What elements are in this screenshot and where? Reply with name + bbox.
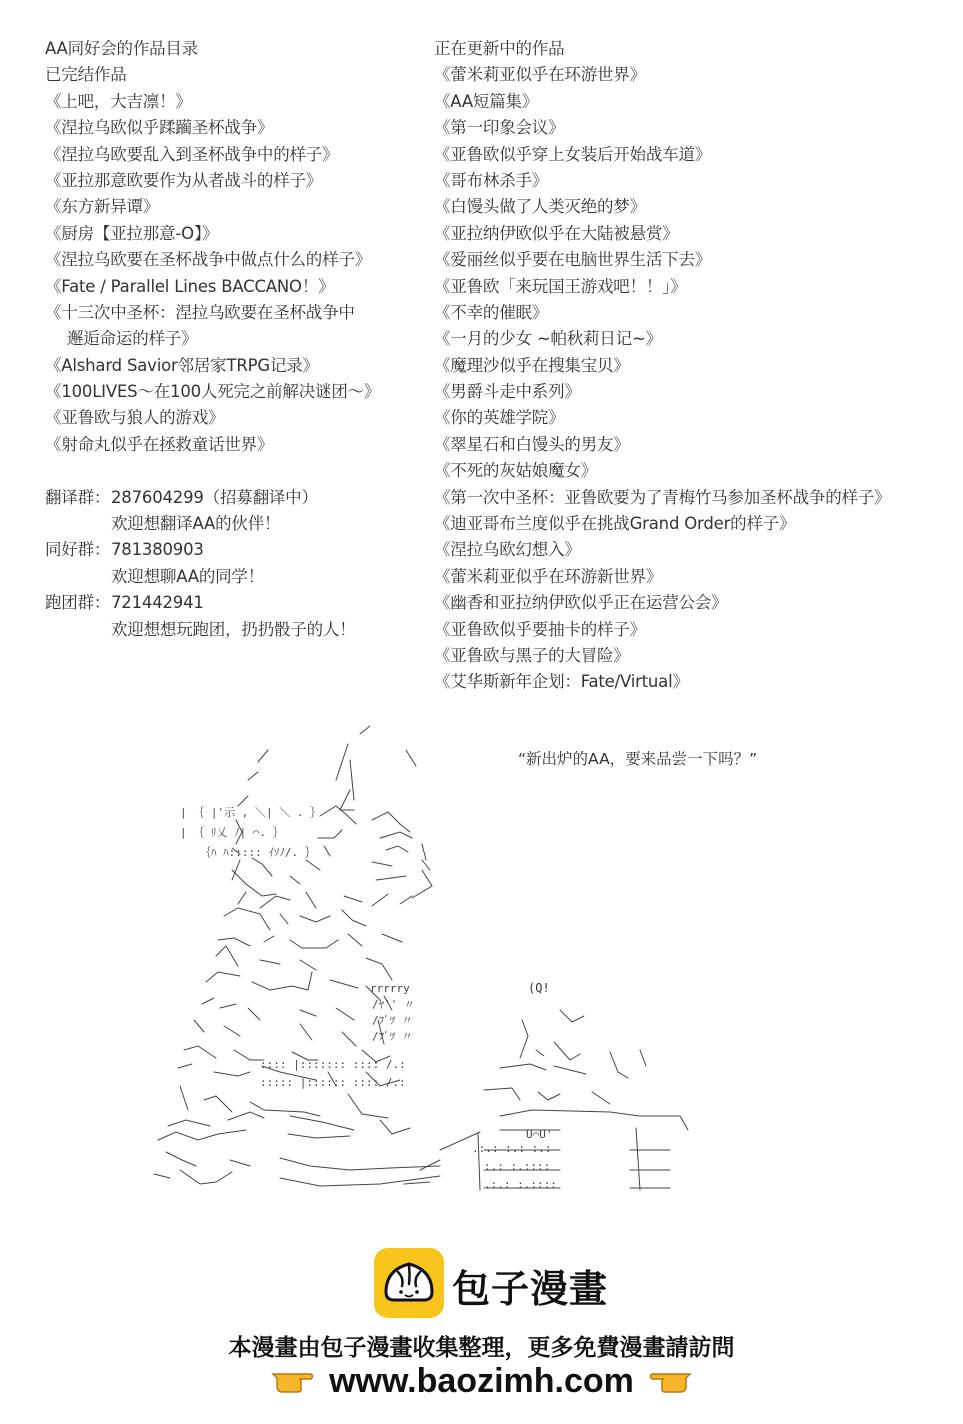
completed-title: 《上吧，大吉凛！》 <box>45 91 192 111</box>
group-fans <box>45 537 445 590</box>
ongoing-title: 《不幸的催眠》 <box>434 302 549 322</box>
ongoing-title: 《哥布林杀手》 <box>434 170 549 190</box>
group-translation <box>45 485 445 538</box>
completed-title: 《射命丸似乎在拯救童话世界》 <box>45 434 274 454</box>
catalog-heading: AA同好会的作品目录 <box>45 39 199 58</box>
ongoing-title: 《亚鲁欧与黑子的大冒险》 <box>434 645 630 665</box>
ongoing-title: 《翠星石和白馒头的男友》 <box>434 434 630 454</box>
svg-text:.:.: :.::::: .:.: :.:::: <box>484 1178 557 1191</box>
ongoing-title: 《爱丽丝似乎要在电脑世界生活下去》 <box>434 250 712 270</box>
group-number: 287604299（招募翻译中） <box>111 487 318 507</box>
ongoing-title: 《第一次中圣杯：亚鲁欧要为了青梅竹马参加圣杯战争的样子》 <box>434 487 891 507</box>
svg-text:| ｛ |'示 , ＼| ＼ . ｝: | ｛ |'示 , ＼| ＼ . ｝ <box>180 806 322 819</box>
completed-title: 《东方新异谭》 <box>45 197 160 217</box>
footer-notice: 本漫畫由包子漫畫收集整理，更多免費漫畫請訪問 <box>228 1335 735 1361</box>
ongoing-title: 《白馒头做了人类灭绝的梦》 <box>434 197 646 217</box>
completed-title: 《Fate / Parallel Lines BACCANO！》 <box>45 276 335 296</box>
ongoing-title: 《AA短篇集》 <box>434 91 539 111</box>
group-label: 同好群： <box>45 540 111 560</box>
ongoing-title: 《蕾米莉亚似乎在环游新世界》 <box>434 566 663 586</box>
completed-title: 《涅拉乌欧似乎蹂躏圣杯战争》 <box>45 118 274 138</box>
completed-label: 已完结作品 <box>45 65 127 85</box>
group-note: 欢迎想聊AA的同学！ <box>111 566 265 586</box>
site-url[interactable]: www.baozimh.com <box>329 1362 634 1400</box>
right-column <box>434 36 954 696</box>
group-note: 欢迎想想玩跑团，扔扔骰子的人！ <box>111 619 356 639</box>
svg-text:｛ﾊ ﾊ::::: ｲｿﾉ/. ｝: ｛ﾊ ﾊ::::: ｲｿﾉ/. ｝ <box>200 846 316 859</box>
svg-text:::::: |:::::: :::: /.:: ::::: |:::::: :::: /.: <box>260 1076 406 1089</box>
completed-title: 《涅拉乌欧要在圣杯战争中做点什么的样子》 <box>45 250 372 270</box>
art-badge: (Q! <box>528 981 550 995</box>
completed-title: 《十三次中圣杯：涅拉乌欧要在圣杯战争中 <box>45 302 355 322</box>
svg-text:rrrrry: rrrrry <box>370 982 410 995</box>
baozi-logo-icon <box>374 1248 444 1318</box>
group-number: 781380903 <box>111 540 204 560</box>
svg-text:.:.: :.: :.:: .:.: :.: :.: <box>472 1142 552 1155</box>
svg-text::.: :.::::: :.: :.:::: <box>484 1160 551 1173</box>
svg-text::::: |::::::: :::: /.:: :::: |::::::: :::: /.: <box>260 1058 406 1071</box>
ongoing-title: 《一月的少女 ~帕秋莉日记~》 <box>434 329 662 349</box>
completed-title: 《亚鲁欧与狼人的游戏》 <box>45 408 225 428</box>
ongoing-title: 《亚拉纳伊欧似乎在大陆被悬赏》 <box>434 223 679 243</box>
svg-text:/ﾌﾞﾂ 〃: /ﾌﾞﾂ 〃 <box>372 1030 413 1043</box>
ongoing-title: 《亚鲁欧似乎要抽卡的样子》 <box>434 619 646 639</box>
group-note: 欢迎想翻译AA的伙伴！ <box>111 514 281 534</box>
ongoing-title: 《亚鲁欧「来玩国王游戏吧！！」》 <box>434 276 687 296</box>
completed-title: 《亚拉那意欧要作为从者战斗的样子》 <box>45 170 323 190</box>
ongoing-title: 《男爵斗走中系列》 <box>434 382 581 402</box>
group-number: 721442941 <box>111 593 204 613</box>
completed-title-continued: 邂逅命运的样子》 <box>67 329 198 349</box>
svg-text:U⌒U': U⌒U' <box>526 1128 553 1141</box>
ongoing-title: 《不死的灰姑娘魔女》 <box>434 461 598 481</box>
ongoing-title: 《亚鲁欧似乎穿上女装后开始战车道》 <box>434 144 712 164</box>
ongoing-title: 《艾华斯新年企划：Fate/Virtual》 <box>434 672 689 692</box>
group-label: 跑团群： <box>45 593 111 613</box>
ascii-art-illustration <box>140 720 700 1200</box>
ongoing-title: 《蕾米莉亚似乎在环游世界》 <box>434 65 646 85</box>
pointing-hand-icon <box>271 1364 315 1403</box>
ongoing-title: 《你的英雄学院》 <box>434 408 565 428</box>
completed-title: 《涅拉乌欧要乱入到圣杯战争中的样子》 <box>45 144 339 164</box>
ongoing-heading: 正在更新中的作品 <box>434 39 565 58</box>
svg-text:/ﾌﾞﾂ 〃: /ﾌﾞﾂ 〃 <box>372 1014 413 1027</box>
brand-name: 包子漫畫 <box>452 1267 609 1311</box>
group-label: 翻译群： <box>45 487 111 507</box>
left-column <box>45 36 445 643</box>
ongoing-title: 《魔理沙似乎在搜集宝贝》 <box>434 355 630 375</box>
pointing-hand-icon <box>648 1364 692 1403</box>
footer-site-row <box>0 1362 963 1403</box>
ongoing-title: 《第一印象会议》 <box>434 118 565 138</box>
completed-title: 《厨房【亚拉那意-O】》 <box>45 223 219 243</box>
svg-text:| ｛ ﾘ乂 ﾉ| ⌒. ｝: | ｛ ﾘ乂 ﾉ| ⌒. ｝ <box>180 826 284 839</box>
ongoing-title: 《幽香和亚拉纳伊欧似乎正在运营公会》 <box>434 593 728 613</box>
completed-title: 《100LIVES～在100人死完之前解决谜团～》 <box>45 382 381 402</box>
ongoing-title: 《迪亚哥布兰度似乎在挑战Grand Order的样子》 <box>434 514 796 534</box>
ongoing-title: 《涅拉乌欧幻想入》 <box>434 540 581 560</box>
svg-text:/ﾔ'' 〃: /ﾔ'' 〃 <box>372 998 415 1011</box>
illustration-caption: “新出炉的AA，要来品尝一下吗？” <box>518 750 758 768</box>
group-trpg <box>45 590 445 643</box>
completed-title: 《Alshard Savior邻居家TRPG记录》 <box>45 355 319 375</box>
